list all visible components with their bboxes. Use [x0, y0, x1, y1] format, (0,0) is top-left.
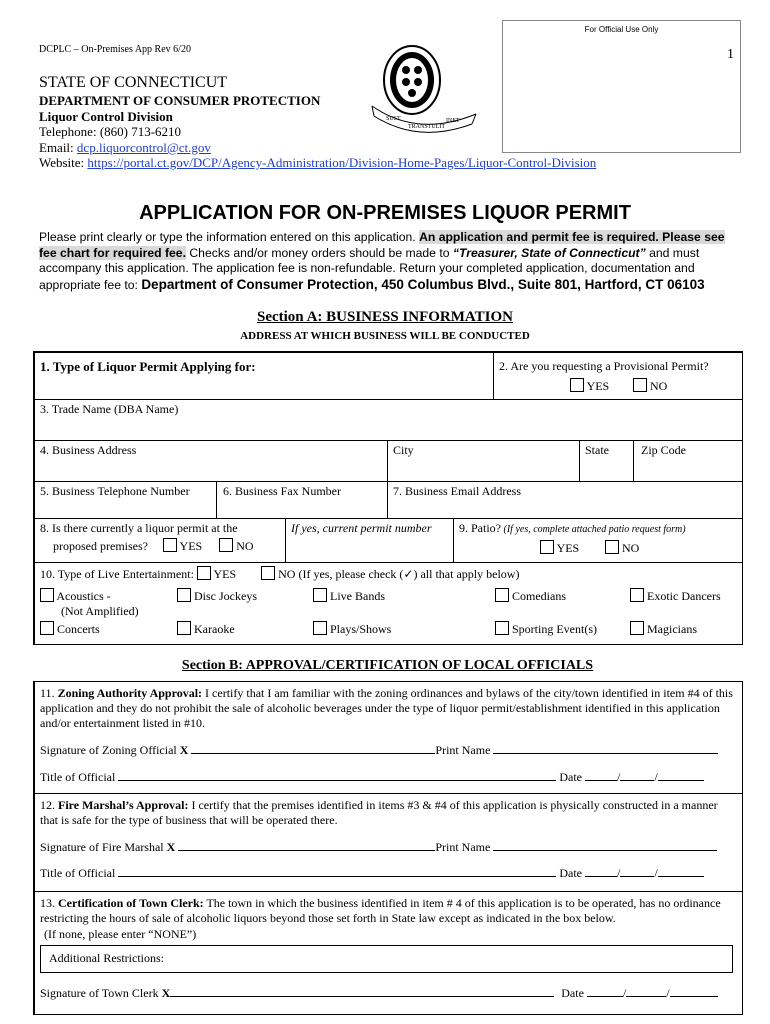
page-number: 1 [727, 47, 734, 62]
fire-date-day[interactable] [620, 876, 654, 877]
website-label: Website: [39, 155, 88, 170]
ent-magicians-checkbox[interactable] [630, 621, 644, 635]
q11-number: 11. [40, 686, 58, 700]
ent-comedians-checkbox[interactable] [495, 588, 509, 602]
title-official-label: Title of Official [40, 770, 116, 784]
zoning-signature-row [40, 743, 718, 758]
ent-plays-label: Plays/Shows [330, 622, 392, 636]
provisional-permit-label: 2. Are you requesting a Provisional Permit? [499, 359, 709, 373]
business-email-label: 7. Business Email Address [393, 484, 521, 498]
patio-no-checkbox[interactable] [605, 540, 619, 554]
date-label: Date [561, 986, 584, 1000]
ent-dj-option[interactable] [177, 588, 257, 604]
print-name-label: Print Name [435, 743, 491, 757]
seal-text-1: SUST [386, 116, 401, 122]
current-permit-yes-option[interactable] [163, 539, 202, 553]
zoning-date-year[interactable] [658, 780, 704, 781]
current-permit-number-label: If yes, current permit number [291, 521, 432, 535]
yes-label: YES [556, 541, 580, 555]
current-permit-no-option[interactable] [219, 539, 253, 553]
fire-print-name-field[interactable] [493, 850, 717, 851]
town-clerk-none-note: (If none, please enter “NONE”) [44, 927, 197, 941]
intro-text-3: Checks and/or money orders should be made to [185, 245, 453, 260]
town-clerk-body: The town in which the business identified in item # 4 of this application is to be operated, has no ordinance restricting the hours of sale of alcoholic liquors beyond those set forth in State law except as indicated in the box below. [40, 896, 721, 925]
ent-plays-option[interactable] [313, 621, 391, 637]
ent-exotic-option[interactable] [630, 588, 721, 604]
intro-paragraph [39, 230, 731, 293]
state-label: State [585, 443, 609, 457]
zoning-title-row: Title of Official Date / / [40, 770, 704, 785]
cell-divider [387, 482, 388, 518]
intro-payee: “Treasurer, State of Connecticut” [452, 245, 646, 260]
ent-plays-checkbox[interactable] [313, 621, 327, 635]
ent-concerts-checkbox[interactable] [40, 621, 54, 635]
x-mark: X [166, 840, 176, 854]
cell-divider [633, 441, 634, 481]
ent-acoustics-label: Acoustics - [56, 589, 111, 603]
ent-dj-label: Disc Jockeys [194, 589, 257, 603]
yes-label: YES [213, 567, 237, 581]
additional-restrictions-box[interactable] [40, 945, 733, 973]
provisional-no-checkbox[interactable] [633, 378, 647, 392]
q13-number: 13. [40, 896, 58, 910]
official-use-box[interactable] [502, 20, 741, 153]
trade-name-label: 3. Trade Name (DBA Name) [40, 402, 179, 416]
city-label: City [393, 443, 414, 457]
row-current-permit [33, 518, 743, 562]
zip-label: Zip Code [641, 443, 686, 457]
seal-text-3: INET [446, 118, 460, 124]
entertainment-question [40, 566, 519, 582]
provisional-no-option[interactable] [633, 378, 667, 394]
provisional-yes-checkbox[interactable] [570, 378, 584, 392]
cell-divider [387, 441, 388, 481]
cell-divider [579, 441, 580, 481]
section-b-title: Section B: APPROVAL/CERTIFICATION OF LOCAL OFFICIALS [181, 658, 594, 673]
state-seal-logo [368, 40, 480, 140]
ent-acoustics-option[interactable] [40, 588, 111, 604]
date-label: Date [559, 866, 582, 880]
zoning-approval-text [40, 686, 738, 731]
current-permit-yes-checkbox[interactable] [163, 538, 177, 552]
row-business-address [33, 440, 743, 481]
ent-magicians-option[interactable] [630, 621, 697, 637]
zoning-date-month[interactable] [585, 780, 617, 781]
no-label: NO [650, 379, 668, 393]
zoning-approval-box [33, 681, 743, 793]
entertainment-no-checkbox[interactable] [261, 566, 275, 580]
permit-type-label: 1. Type of Liquor Permit Applying for: [40, 359, 256, 374]
clerk-signature-label: Signature of Town Clerk [40, 986, 162, 1000]
patio-yes-checkbox[interactable] [540, 540, 554, 554]
intro-fee-highlight: An application and permit fee is required. Please see fee chart for required fee. [39, 230, 725, 260]
ent-acoustics-checkbox[interactable] [40, 588, 54, 602]
ent-magicians-label: Magicians [647, 622, 697, 636]
ent-live-bands-checkbox[interactable] [313, 588, 327, 602]
zoning-approval-heading: Zoning Authority Approval: [57, 686, 203, 700]
entertainment-yes-checkbox[interactable] [197, 566, 211, 580]
town-clerk-box [33, 891, 743, 1015]
fire-signature-row [40, 840, 717, 855]
official-use-label: For Official Use Only [584, 25, 659, 34]
print-name-label: Print Name [435, 840, 491, 854]
town-clerk-text [40, 896, 738, 926]
fire-marshal-box [33, 793, 743, 891]
business-fax-label: 6. Business Fax Number [223, 484, 341, 498]
intro-text-1: Please print clearly or type the information entered on this application. [39, 230, 420, 244]
clerk-signature-field[interactable] [170, 996, 554, 997]
ent-karaoke-label: Karaoke [194, 622, 235, 636]
ent-dj-checkbox[interactable] [177, 588, 191, 602]
ent-sporting-option[interactable] [495, 621, 597, 637]
entertainment-note: NO (If yes, please check (✓) all that apply below) [278, 567, 520, 581]
patio-label: 9. Patio? [459, 521, 501, 535]
fire-marshal-heading: Fire Marshal’s Approval: [58, 798, 189, 812]
no-label: NO [622, 541, 640, 555]
fire-date-month[interactable] [585, 876, 617, 877]
zoning-date-day[interactable] [620, 780, 654, 781]
row-permit-type [33, 351, 743, 399]
fire-signature-label: Signature of Fire Marshal [40, 840, 167, 854]
town-clerk-heading: Certification of Town Clerk: [58, 896, 204, 910]
email-link[interactable]: dcp.liquorcontrol@ct.gov [76, 140, 211, 155]
clerk-date-day[interactable] [626, 996, 666, 997]
agency-department: DEPARTMENT OF CONSUMER PROTECTION [39, 93, 321, 108]
section-a-subtitle: ADDRESS AT WHICH BUSINESS WILL BE CONDUCTED [240, 330, 530, 342]
ent-live-bands-option[interactable] [313, 588, 385, 604]
title-official-label: Title of Official [40, 866, 116, 880]
ent-concerts-label: Concerts [57, 622, 100, 636]
ent-not-amplified-label: (Not Amplified) [61, 604, 139, 618]
clerk-signature-row: Signature of Town Clerk X Date / / [40, 986, 718, 1001]
business-address-label: 4. Business Address [40, 443, 137, 457]
business-phone-label: 5. Business Telephone Number [40, 484, 190, 498]
patio-question [459, 521, 686, 536]
seal-text-2: TRANSTULIT [408, 124, 445, 130]
intro-address: Department of Consumer Protection, 450 Columbus Blvd., Suite 801, Hartford, CT 06103 [141, 276, 705, 292]
patio-no-option[interactable] [605, 540, 639, 556]
agency-telephone: Telephone: (860) 713-6210 [39, 124, 182, 139]
email-label: Email: [39, 140, 77, 155]
ent-comedians-label: Comedians [512, 589, 566, 603]
no-label: NO [236, 539, 254, 553]
yes-label: YES [586, 379, 610, 393]
patio-note: (If yes, complete attached patio request form) [501, 524, 686, 535]
fire-signature-field[interactable] [178, 850, 435, 851]
clerk-date-month[interactable] [587, 996, 623, 997]
row-entertainment [33, 562, 743, 645]
entertainment-label: 10. Type of Live Entertainment: [40, 567, 194, 581]
row-contact [33, 481, 743, 518]
section-a-title: Section A: BUSINESS INFORMATION [256, 309, 513, 325]
proposed-premises-label: proposed premises? [53, 539, 148, 553]
page-title: APPLICATION FOR ON-PREMISES LIQUOR PERMIT [139, 202, 631, 224]
current-permit-no-checkbox[interactable] [219, 538, 233, 552]
ent-concerts-option[interactable] [40, 621, 100, 637]
agency-state: STATE OF CONNECTICUT [39, 74, 228, 91]
ent-karaoke-checkbox[interactable] [177, 621, 191, 635]
fire-date-year[interactable] [658, 876, 704, 877]
row-trade-name[interactable] [33, 399, 743, 440]
fire-marshal-text [40, 798, 738, 828]
zoning-approval-body: I certify that I am familiar with the zoning ordinances and bylaws of the city/town identified in item #4 of this application and they do not prohibit the sale of alcoholic beverages under the type of liquor permit/establishment identified in this application and/or entertainment listed in #10. [40, 686, 733, 730]
fire-title-field[interactable] [118, 876, 556, 877]
zoning-print-name-field[interactable] [493, 753, 718, 754]
agency-website-row [39, 155, 596, 171]
yes-label: YES [179, 539, 203, 553]
fire-marshal-body: I certify that the premises identified in items #3 & #4 of this application is physically constructed in a manner that is safe for the type of business that will be operated there. [40, 798, 718, 827]
clerk-date-year[interactable] [670, 996, 718, 997]
ent-exotic-checkbox[interactable] [630, 588, 644, 602]
current-permit-question: 8. Is there currently a liquor permit at the [40, 521, 238, 535]
ent-comedians-option[interactable] [495, 588, 566, 604]
ent-live-bands-label: Live Bands [330, 589, 385, 603]
cell-divider [216, 482, 217, 518]
additional-restrictions-label: Additional Restrictions: [49, 951, 164, 965]
zoning-title-field[interactable] [118, 780, 556, 781]
ent-sporting-checkbox[interactable] [495, 621, 509, 635]
intro-text-5: and must accompany this application. The application fee is non-refundable. Return your completed application, documentation and appropriate fee to: [39, 245, 700, 292]
q12-number: 12. [40, 798, 58, 812]
agency-email-row [39, 140, 211, 156]
date-label: Date [559, 770, 582, 784]
ent-sporting-label: Sporting Event(s) [512, 622, 597, 636]
form-id: DCPLC – On-Premises App Rev 6/20 [39, 44, 191, 55]
ent-karaoke-option[interactable] [177, 621, 235, 637]
x-mark: X [161, 986, 171, 1000]
current-permit-question-cont [53, 538, 254, 554]
website-link[interactable]: https://portal.ct.gov/DCP/Agency-Administration/Division-Home-Pages/Liquor-Control-Division [87, 155, 597, 170]
x-mark: X [179, 743, 189, 757]
cell-divider [453, 519, 454, 562]
patio-yes-option[interactable] [540, 540, 579, 556]
agency-division: Liquor Control Division [39, 109, 173, 124]
zoning-signature-label: Signature of Zoning Official [40, 743, 180, 757]
provisional-yes-option[interactable] [570, 378, 609, 394]
cell-divider [493, 353, 494, 399]
ent-exotic-label: Exotic Dancers [647, 589, 721, 603]
cell-divider [285, 519, 286, 562]
fire-title-row: Title of Official Date / / [40, 866, 704, 881]
zoning-signature-field[interactable] [191, 753, 435, 754]
